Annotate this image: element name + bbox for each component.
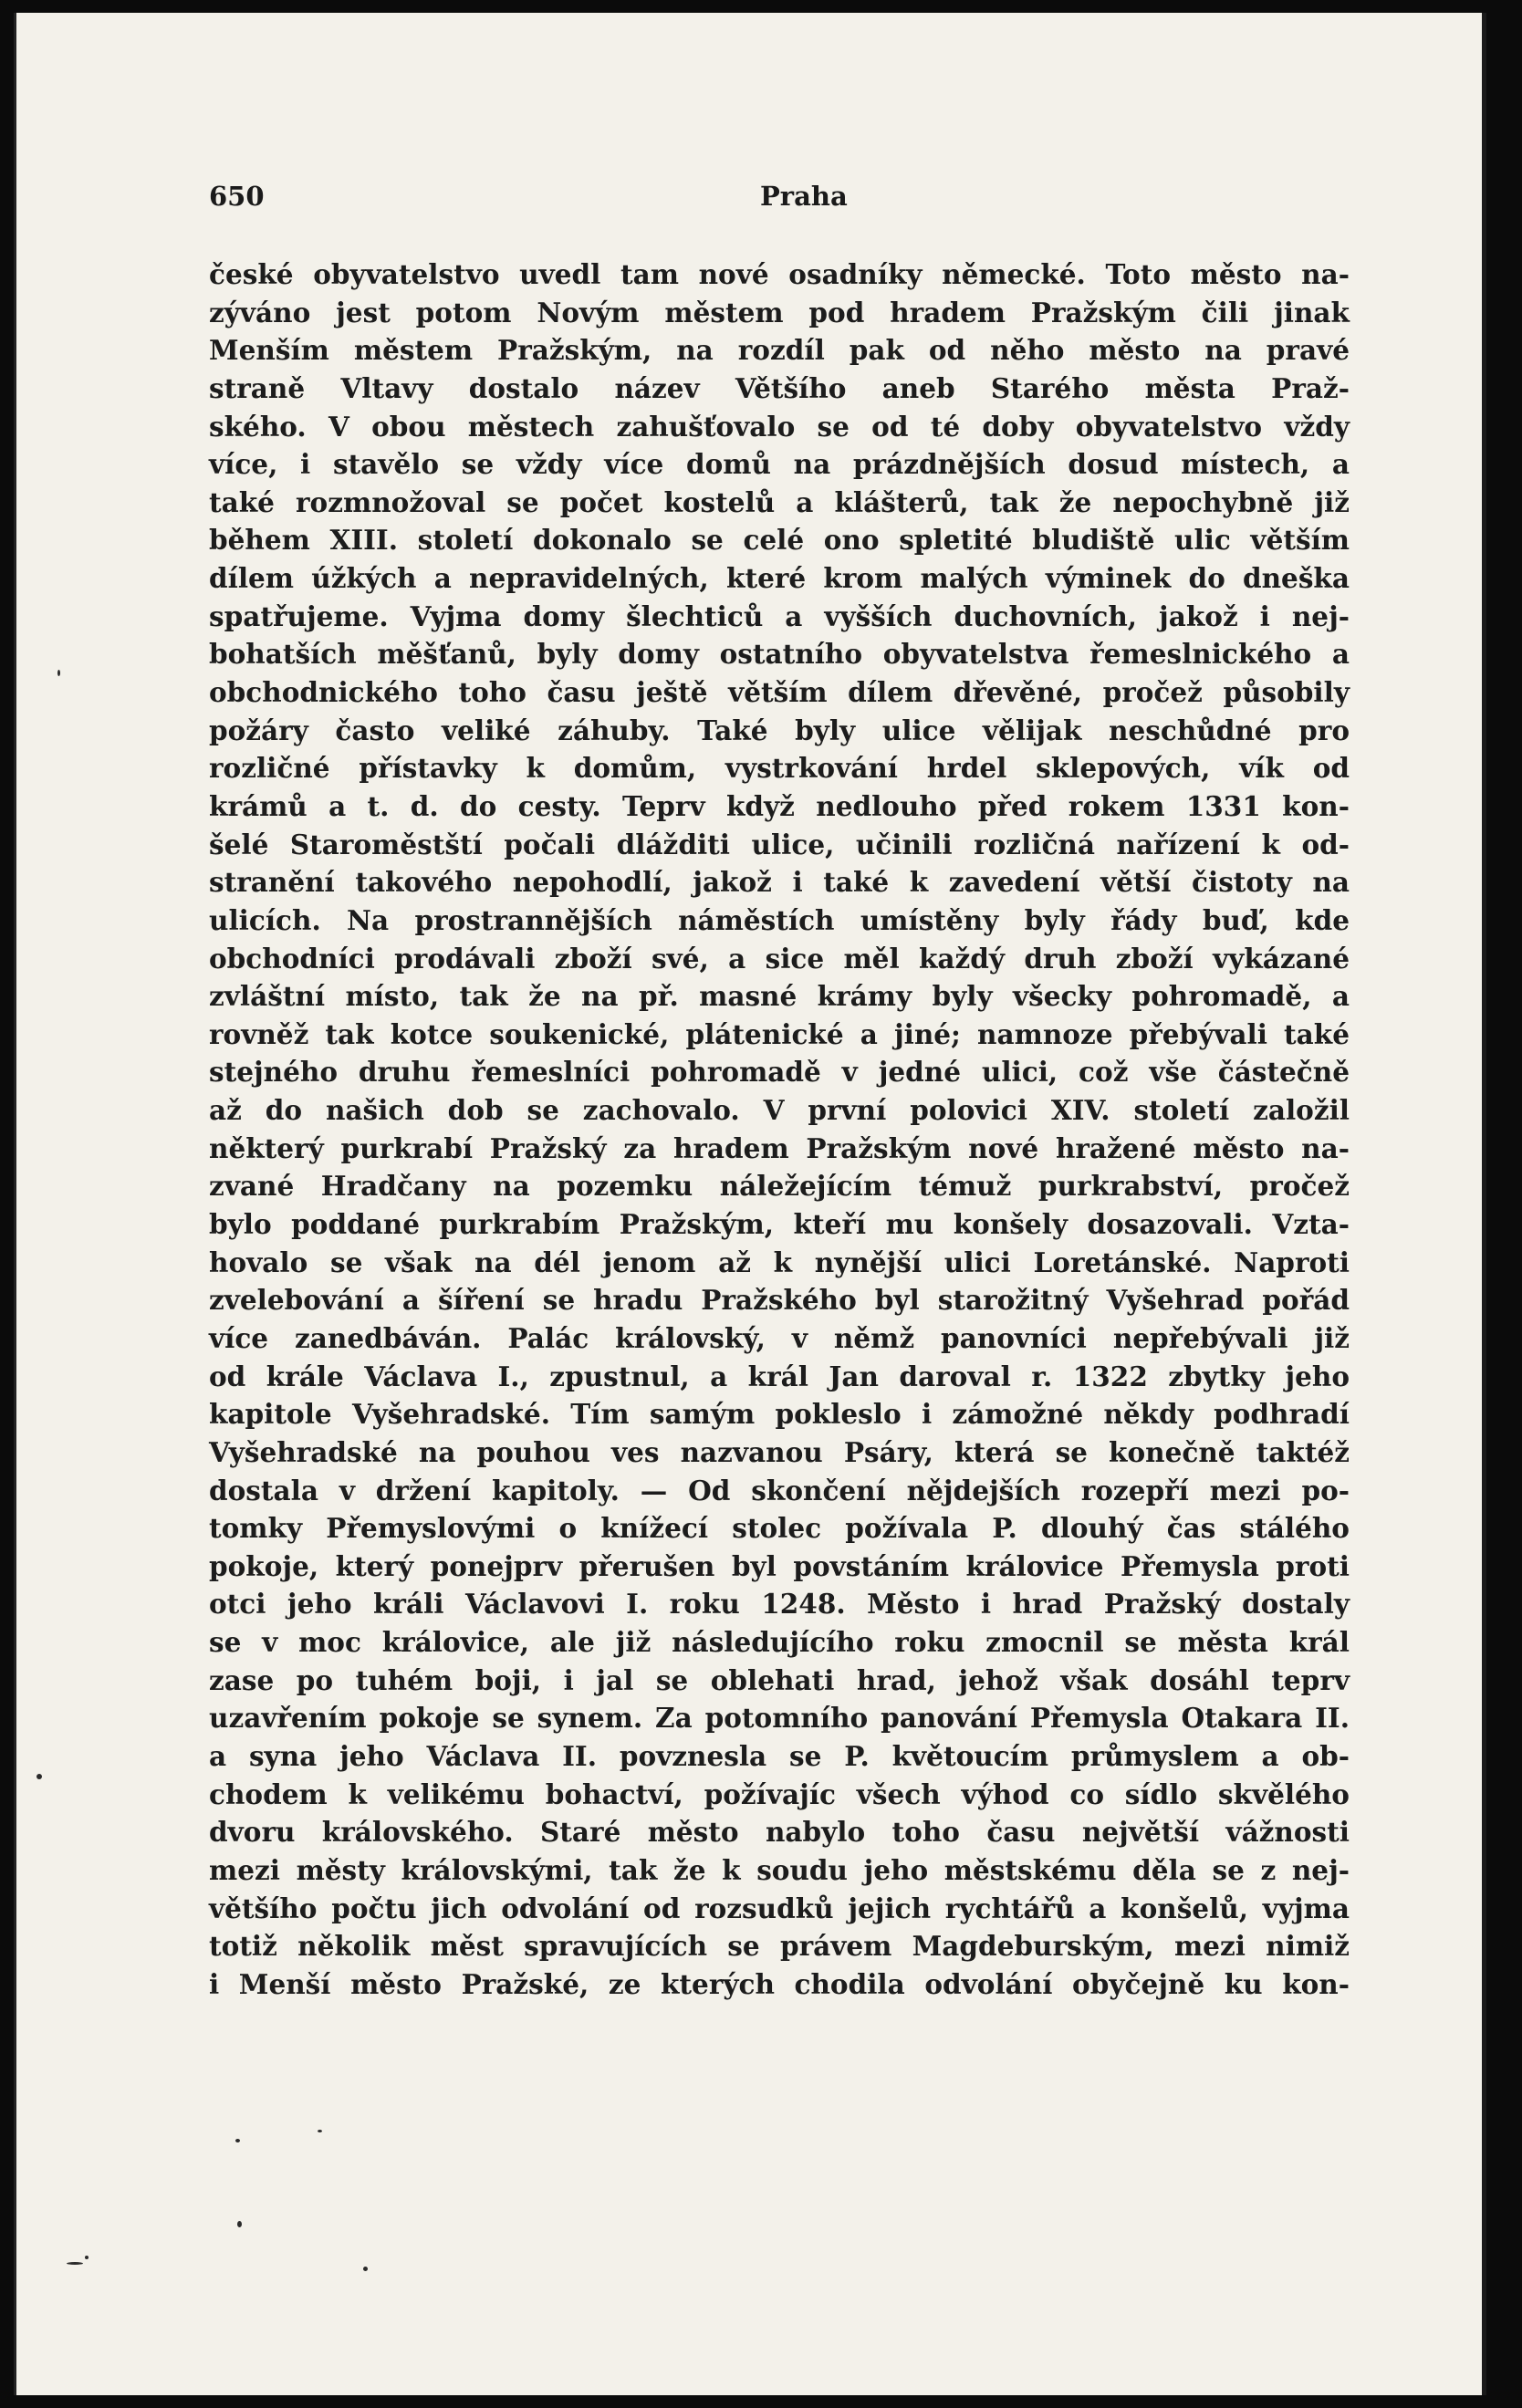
text-line: zvelebování a šíření se hradu Pražského byl starožitný Vyšehrad pořád (209, 1284, 1350, 1317)
text-line: některý purkrabí Pražský za hradem Pražským nové hražené město na- (209, 1131, 1350, 1164)
text-line: bylo poddané purkrabím Pražským, kteří mu konšely dosazovali. Vzta- (209, 1208, 1350, 1241)
speck (67, 2262, 83, 2265)
text-line: kapitole Vyšehradské. Tím samým pokleslo i zámožné někdy podhradí (209, 1398, 1350, 1431)
speck (237, 2221, 242, 2227)
text-line: spatřujeme. Vyjma domy šlechticů a vyšších duchovních, jakož i nej- (209, 599, 1350, 632)
text-line: více zanedbáván. Palác královský, v němž panovníci nepřebývali již (209, 1321, 1350, 1354)
text-line: otci jeho králi Václavovi I. roku 1248. Město i hrad Pražský dostaly (209, 1588, 1350, 1621)
page-number: 650 (209, 181, 265, 212)
text-line: rozličné přístavky k domům, vystrkování hrdel sklepových, vík od (209, 752, 1350, 785)
text-line: Menším městem Pražským, na rozdíl pak od něho město na pravé (209, 334, 1350, 367)
text-line: hovalo se však na dél jenom až k nynější ulici Loretánské. Naproti (209, 1246, 1350, 1278)
text-line: během XIII. století dokonalo se celé ono spletité bludiště ulic větším (209, 524, 1350, 557)
text-line: dvoru královského. Staré město nabylo toho času největší vážnosti (209, 1816, 1350, 1849)
text-line: uzavřením pokoje se synem. Za potomního panování Přemysla Otakara II. (209, 1702, 1350, 1735)
speck (36, 1774, 42, 1779)
running-title: Praha (760, 181, 848, 212)
text-line: zýváno jest potom Novým městem pod hradem Pražským čili jinak (209, 296, 1350, 328)
text-line: totiž několik měst spravujících se právem Magdeburským, mezi nimiž (209, 1930, 1350, 1963)
text-line: tomky Přemyslovými o knížecí stolec požívala P. dlouhý čas stálého (209, 1512, 1350, 1545)
text-line: se v moc královice, ale již následujícího roku zmocnil se města král (209, 1626, 1350, 1659)
text-line: ulicích. Na prostrannějších náměstích umístěny byly řády buď, kde (209, 903, 1350, 936)
text-line: a syna jeho Václava II. povznesla se P. květoucím průmyslem a ob- (209, 1739, 1350, 1772)
text-line: dílem úžkých a nepravidelných, které krom malých výminek do dneška (209, 562, 1350, 595)
text-line: zvláštní místo, tak že na př. masné krámy byly všecky pohromadě, a (209, 980, 1350, 1013)
text-line: Vyšehradské na pouhou ves nazvanou Psáry, která se konečně taktéž (209, 1435, 1350, 1468)
text-line: zase po tuhém boji, i jal se oblehati hrad, jehož však dosáhl teprv (209, 1663, 1350, 1696)
speck (85, 2256, 89, 2259)
text-line: krámů a t. d. do cesty. Teprv když nedlouho před rokem 1331 kon- (209, 789, 1350, 822)
text-line: také rozmnožoval se počet kostelů a klášterů, tak že nepochybně již (209, 485, 1350, 518)
text-line: většího počtu jich odvolání od rozsudků jejich rychtářů a konšelů, vyjma (209, 1892, 1350, 1924)
speck (57, 670, 60, 676)
book-page (14, 13, 1486, 2395)
text-line: rovněž tak kotce soukenické, plátenické a jiné; namnoze přebývali také (209, 1017, 1350, 1050)
body-text (209, 255, 1350, 2003)
text-line: stranění takového nepohodlí, jakož i také k zavedení větší čistoty na (209, 866, 1350, 899)
text-line: zvané Hradčany na pozemku náležejícím témuž purkrabství, pročež (209, 1170, 1350, 1203)
page-header (209, 181, 1308, 217)
text-line: šelé Staroměstští počali dlážditi ulice, učinili rozličná nařízení k od- (209, 828, 1350, 860)
speck (363, 2267, 368, 2271)
speck (235, 2139, 240, 2142)
text-line: obchodníci prodávali zboží své, a sice měl každý druh zboží vykázané (209, 942, 1350, 975)
text-line: bohatších měšťanů, byly domy ostatního obyvatelstva řemeslnického a (209, 638, 1350, 671)
text-line: dostala v držení kapitoly. — Od skončení nějdejších rozepří mezi po- (209, 1474, 1350, 1506)
text-line: české obyvatelstvo uvedl tam nové osadníky německé. Toto město na- (209, 258, 1350, 290)
text-line: stejného druhu řemeslníci pohromadě v jedné ulici, což vše částečně (209, 1056, 1350, 1089)
text-line: mezi městy královskými, tak že k soudu jeho městskému děla se z nej- (209, 1853, 1350, 1886)
text-line: i Menší město Pražské, ze kterých chodila odvolání obyčejně ku kon- (209, 1967, 1350, 2000)
text-line: obchodnického toho času ještě větším dílem dřevěné, pročež působily (209, 676, 1350, 709)
text-line: až do našich dob se zachovalo. V první polovici XIV. století založil (209, 1094, 1350, 1127)
text-line: od krále Václava I., zpustnul, a král Jan daroval r. 1322 zbytky jeho (209, 1360, 1350, 1392)
text-line: pokoje, který ponejprv přerušen byl povstáním královice Přemysla proti (209, 1549, 1350, 1582)
text-line: více, i stavělo se vždy více domů na prázdnějších dosud místech, a (209, 448, 1350, 481)
text-line: straně Vltavy dostalo název Většího aneb Starého města Praž- (209, 371, 1350, 404)
speck (318, 2130, 322, 2132)
text-line: požáry často veliké záhuby. Také byly ulice vělijak neschůdné pro (209, 714, 1350, 746)
text-line: chodem k velikému bohactví, požívajíc všech výhod co sídlo skvělého (209, 1777, 1350, 1810)
text-line: ského. V obou městech zahušťovalo se od té doby obyvatelstvo vždy (209, 410, 1350, 443)
